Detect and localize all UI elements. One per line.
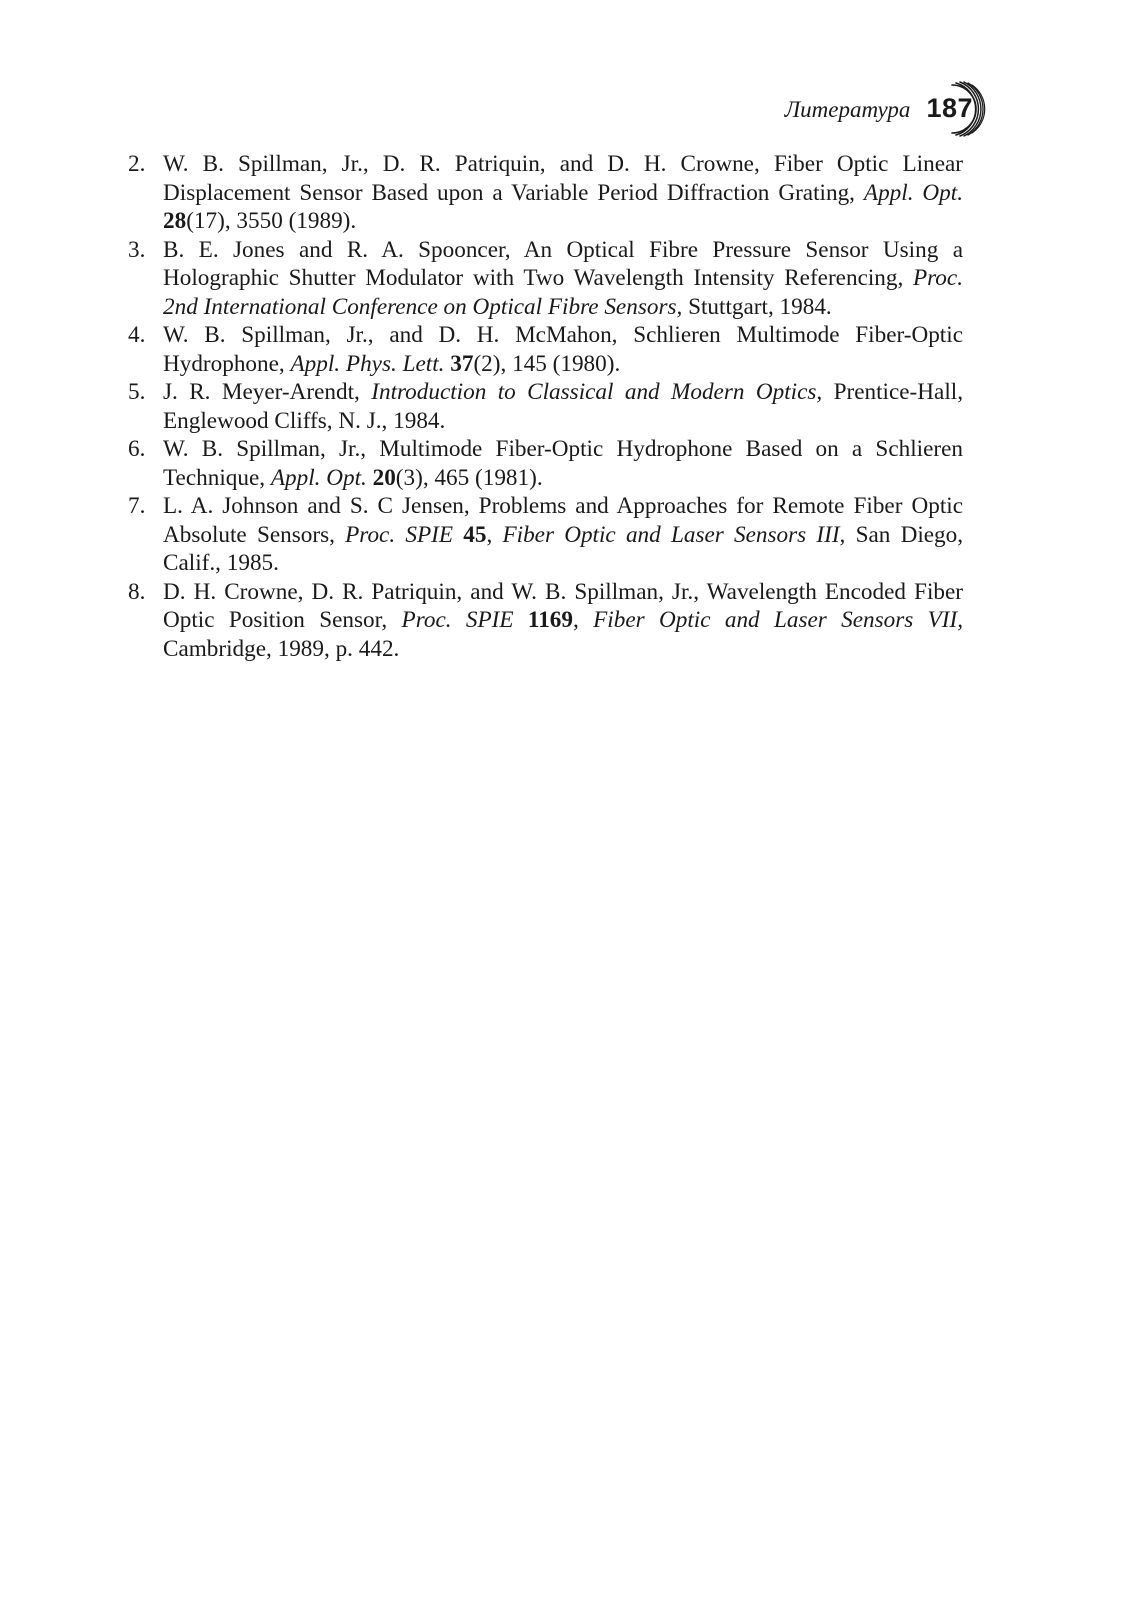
reference-text <box>163 322 963 377</box>
reference-item <box>128 435 963 492</box>
reference-segment: 28 <box>163 208 187 234</box>
reference-item <box>128 578 963 664</box>
reference-segment: B. E. Jones and R. A. Spooncer, An Optical Fibre Pressure Sensor Using a Holographic Shutter Modulator with Two Wavelength Intensity Referencing, <box>163 236 963 291</box>
reference-number: 3. <box>128 236 146 263</box>
running-title: Литература <box>784 97 911 122</box>
reference-text <box>163 436 963 491</box>
reference-segment: (2), 145 (1980). <box>473 350 621 377</box>
reference-segment: San Diego, Calif., 1985. <box>163 521 964 576</box>
reference-segment: Proc. SPIE <box>345 521 454 548</box>
reference-segment: Fiber Optic and Laser Sensors III, <box>502 521 846 548</box>
reference-item <box>128 378 963 435</box>
reference-number: 6. <box>128 436 146 462</box>
reference-segment: , <box>486 521 503 548</box>
reference-text <box>163 151 963 234</box>
reference-segment <box>514 607 528 633</box>
reference-segment: Proc. SPIE <box>401 607 514 633</box>
reference-item <box>128 492 963 578</box>
reference-segment: Cambridge, 1989, p. 442. <box>163 635 400 662</box>
reference-segment <box>453 522 463 548</box>
page-header <box>785 78 973 138</box>
page-number-block <box>926 93 973 124</box>
reference-number: 2. <box>128 151 146 177</box>
reference-number: 7. <box>128 493 146 519</box>
reference-segment: 45 <box>463 521 487 548</box>
reference-segment: Prentice-Hall, Englewood Cliffs, N. J., 1984. <box>163 379 963 434</box>
reference-segment: (3), 465 (1981). <box>395 464 543 491</box>
reference-text <box>163 237 963 320</box>
reference-list <box>128 150 963 663</box>
reference-segment: Appl. Opt. <box>863 179 964 206</box>
reference-segment: Appl. Phys. Lett. <box>290 350 445 377</box>
reference-segment: J. R. Meyer-Arendt, <box>163 379 372 405</box>
reference-segment: Appl. Opt. <box>270 464 367 491</box>
reference-text <box>163 379 963 434</box>
reference-segment: (17), 3550 (1989). <box>186 208 357 234</box>
reference-segment: 37 <box>450 350 474 377</box>
reference-segment: W. B. Spillman, Jr., D. R. Patriquin, and D. H. Crowne, Fiber Optic Linear Displacement Sensor Based upon a Variable Period Diffraction Grating, <box>163 151 963 206</box>
reference-segment: W. B. Spillman, Jr., and D. H. McMahon, Schlieren Multimode Fiber-Optic Hydrophone, <box>163 322 963 377</box>
reference-item <box>128 236 963 322</box>
reference-segment: Stuttgart, 1984. <box>682 293 832 320</box>
reference-segment: L. A. Johnson and S. C Jensen, Problems and Approaches for Remote Fiber Optic Absolute Sensors, <box>163 493 963 548</box>
reference-number: 8. <box>128 578 146 605</box>
page-number: 187 <box>926 92 973 123</box>
reference-text <box>163 493 963 576</box>
reference-segment: , <box>573 607 594 633</box>
reference-item <box>128 321 963 378</box>
reference-text <box>163 579 963 662</box>
reference-segment: W. B. Spillman, Jr., Multimode Fiber-Optic Hydrophone Based on a Schlieren Technique, <box>163 436 963 491</box>
reference-segment: 20 <box>372 464 396 491</box>
reference-segment: Introduction to Classical and Modern Optics, <box>371 379 823 405</box>
reference-segment: D. H. Crowne, D. R. Patriquin, and W. B. Spillman, Jr., Wavelength Encoded Fiber Optic Position Sensor, <box>163 578 963 633</box>
reference-segment: 1169 <box>527 607 573 633</box>
reference-segment: Proc. 2nd International Conference on Optical Fibre Sensors, <box>163 265 963 320</box>
reference-number: 5. <box>128 379 146 405</box>
reference-item <box>128 150 963 236</box>
reference-number: 4. <box>128 322 146 348</box>
reference-segment: Fiber Optic and Laser Sensors VII, <box>593 607 964 633</box>
